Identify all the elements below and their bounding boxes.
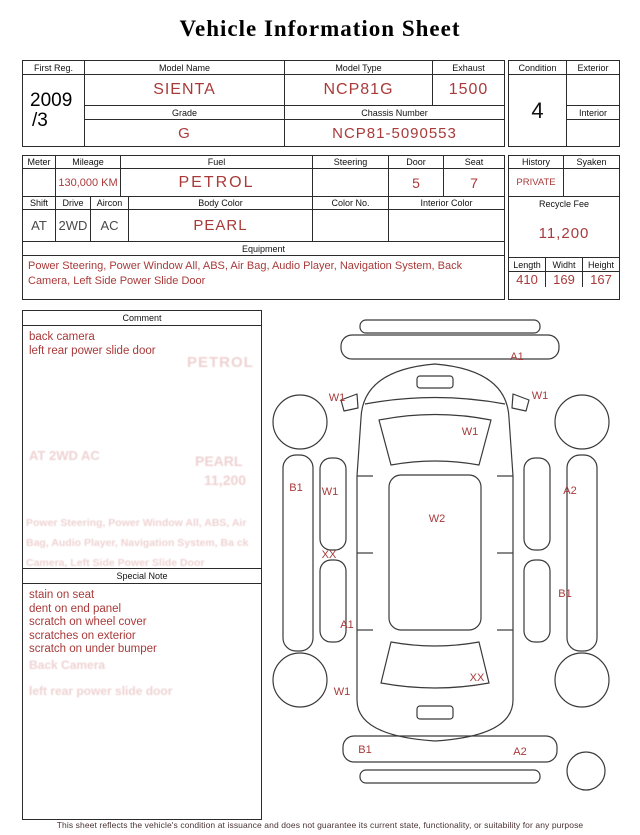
fuel-label: Fuel: [121, 156, 313, 168]
aircon-value: AC: [91, 210, 129, 241]
damage-mark: W1: [321, 486, 339, 498]
recycle-fee-value: 11,200: [538, 225, 590, 242]
comment-line: left rear power slide door: [29, 344, 156, 357]
rear-bottom-strip: [360, 770, 540, 783]
interior-score: [567, 120, 619, 146]
ghost-text: PETROL: [187, 354, 254, 371]
special-note-line: dent on end panel: [29, 602, 122, 615]
chassis-number-value: NCP81-5090553: [332, 124, 457, 142]
history-label: History: [509, 156, 564, 168]
door-label: Door: [389, 156, 444, 168]
car-damage-diagram: [265, 308, 635, 815]
special-note-header: Special Note: [23, 569, 261, 584]
front-right-wheel: [555, 395, 609, 449]
mileage-label: Mileage: [56, 156, 121, 168]
damage-mark: B1: [358, 744, 372, 756]
fuel-value: PETROL: [121, 169, 313, 196]
damage-mark: A2: [563, 485, 577, 497]
shift-value: AT: [23, 210, 56, 241]
model-name-value: SIENTA: [85, 75, 285, 106]
color-no-value: [313, 210, 389, 241]
notes-panel: [22, 310, 262, 820]
right-mirror: [512, 394, 529, 411]
damage-mark: B1: [289, 482, 303, 494]
ghost-text: Back Camera: [29, 658, 106, 672]
exterior-label: Exterior: [567, 61, 619, 75]
special-note-line: stain on seat: [29, 589, 95, 601]
registration-table: [22, 60, 505, 147]
body-color-value: PEARL: [129, 210, 313, 241]
damage-mark: XX: [321, 549, 337, 561]
windshield: [379, 415, 491, 466]
length-label: Length: [509, 258, 546, 271]
special-note-line: scratches on exterior: [29, 629, 136, 642]
equipment-list: Power Steering, Power Window All, ABS, Air Bag, Audio Player, Navigation System, Back Camera, Left Side Power Slide Door: [28, 260, 463, 287]
history-value: PRIVATE: [509, 169, 564, 196]
damage-mark: A1: [510, 351, 524, 363]
model-type-value: NCP81G: [285, 75, 433, 106]
special-note-line: scratch on under bumper: [29, 643, 157, 656]
damage-mark: A1: [340, 619, 354, 631]
recycle-fee-label: Recycle Fee: [538, 198, 590, 209]
car-body: [357, 364, 513, 741]
spare-wheel: [567, 752, 605, 790]
damage-mark: XX: [469, 672, 485, 684]
interior-label: Interior: [567, 106, 619, 120]
width-label: Widht: [546, 258, 583, 271]
damage-mark: W1: [328, 392, 346, 404]
exterior-score: [567, 75, 619, 106]
front-plate: [417, 376, 453, 388]
width-value: 169: [546, 272, 583, 287]
front-bumper: [341, 335, 559, 359]
ghost-text: PEARL: [195, 453, 243, 469]
height-label: Height: [587, 259, 614, 270]
right-rear-door-panel: [524, 560, 550, 642]
car-outline: [265, 308, 635, 815]
meter-value: [23, 169, 56, 196]
right-front-door-panel: [524, 458, 550, 550]
grade-value: G: [85, 120, 285, 146]
left-front-door-panel: [320, 458, 346, 550]
meter-label: Meter: [23, 156, 56, 168]
door-value: 5: [389, 169, 444, 196]
first-reg-value: 2009 /3: [23, 75, 85, 146]
steering-value: [313, 169, 389, 196]
chassis-number-label: Chassis Number: [285, 106, 504, 120]
damage-mark: W1: [333, 686, 351, 698]
rear-plate: [417, 706, 453, 719]
comment-line: back camera: [29, 331, 95, 343]
syaken-label: Syaken: [576, 157, 607, 167]
steering-label: Steering: [313, 156, 389, 168]
ghost-text: 11,200: [204, 472, 247, 488]
disclaimer-text: This sheet reflects the vehicle's condition at issuance and does not guarantee its current state, functionality, or suitability for any purpose: [56, 820, 584, 830]
page-title: Vehicle Information Sheet: [179, 16, 461, 41]
model-name-label: Model Name: [85, 61, 285, 75]
drive-label: Drive: [56, 197, 91, 209]
damage-mark: W1: [531, 390, 549, 402]
drive-value: 2WD: [56, 210, 91, 241]
ghost-text: Power Steering, Power Window All, ABS, Air Bag, Audio Player, Navigation System, Ba ck Camera, Left Side Power Slide Door: [26, 517, 249, 569]
shift-label: Shift: [23, 197, 56, 209]
hood-line: [365, 398, 505, 405]
damage-mark: W1: [461, 426, 479, 438]
exhaust-value: 1500: [433, 75, 504, 106]
special-note-content: [23, 584, 261, 819]
condition-score: 4: [509, 75, 567, 146]
rear-left-wheel: [273, 653, 327, 707]
syaken-value: [564, 169, 619, 196]
damage-mark: W2: [428, 513, 446, 525]
grade-label: Grade: [85, 106, 285, 120]
exhaust-label: Exhaust: [433, 61, 504, 75]
damage-mark: B1: [558, 588, 572, 600]
equipment-label: Equipment: [241, 243, 286, 254]
details-table: [22, 155, 505, 300]
condition-table: [508, 60, 620, 147]
roof: [389, 475, 481, 630]
front-left-wheel: [273, 395, 327, 449]
interior-color-value: [389, 210, 504, 241]
front-top-strip: [360, 320, 540, 333]
length-value: 410: [509, 272, 546, 287]
mileage-value: 130,000 KM: [56, 169, 121, 196]
seat-value: 7: [470, 174, 478, 191]
interior-color-label: Interior Color: [420, 198, 473, 208]
height-value: 167: [590, 272, 612, 287]
damage-mark: A2: [513, 746, 527, 758]
body-color-label: Body Color: [129, 197, 313, 209]
ghost-text: AT 2WD AC: [29, 448, 100, 463]
color-no-label: Color No.: [313, 197, 389, 209]
aircon-label: Aircon: [91, 197, 129, 209]
ghost-text: left rear power slide door: [29, 684, 173, 698]
comment-header: Comment: [23, 311, 261, 326]
rear-right-wheel: [555, 653, 609, 707]
comment-content: [23, 326, 261, 569]
history-fee-table: [508, 155, 620, 300]
condition-label: Condition: [509, 61, 567, 75]
seat-label: Seat: [464, 157, 484, 167]
special-note-line: scratch on wheel cover: [29, 616, 147, 629]
first-reg-label: First Reg.: [23, 61, 85, 75]
model-type-label: Model Type: [285, 61, 433, 75]
